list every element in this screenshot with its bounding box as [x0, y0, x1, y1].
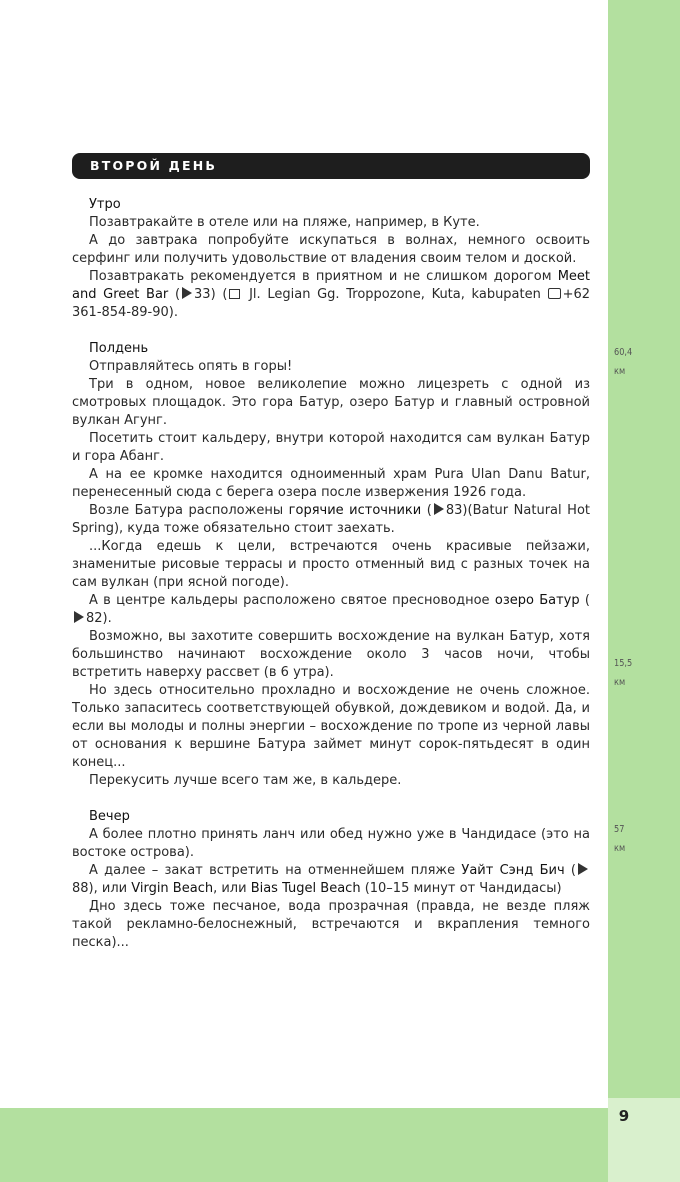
paragraph — [72, 502, 590, 538]
margin-note-unit: км — [614, 677, 626, 688]
paragraph: А более плотно принять ланч или обед нужно уже в Чандидасе (это на востоке острова). — [72, 827, 590, 860]
paragraph: Позавтракайте в отеле или на пляже, например, в Куте. — [89, 215, 480, 230]
bottom-band — [0, 1108, 608, 1182]
text-run: ) ( — [210, 287, 228, 302]
address: Jl. Legian Gg. Troppozone, Kuta, kabupaten — [249, 287, 541, 302]
text-run: ( — [421, 503, 432, 518]
margin-note-unit: км — [614, 843, 626, 854]
margin-note-value: 15,5 — [614, 658, 633, 669]
page-reference: 83 — [445, 503, 463, 518]
paragraph — [72, 268, 590, 322]
margin-note-distance — [614, 654, 632, 692]
text-run: ), или — [88, 881, 132, 896]
day-heading-bar — [72, 153, 590, 179]
address-icon — [229, 289, 240, 299]
paragraph: Но здесь относительно прохладно и восхождение не очень сложное. Только запаситесь соответствующей обувкой, дождевиком и водой. Да, и если вы молоды и полны энергии – восхождение по тропе из черной лавы от основания к вершине Батура займет минут сорок-пятьдесят в один конец... — [72, 683, 590, 770]
text-run: Позавтракать рекомендуется в приятном и не слишком дорогом — [89, 269, 558, 284]
place-name: Уайт Сэнд Бич — [461, 863, 565, 878]
text-run: А в центре кальдеры расположено святое пресноводное — [89, 593, 495, 608]
paragraph: Посетить стоит кальдеру, внутри которой находится сам вулкан Батур и гора Абанг. — [72, 431, 590, 464]
page-reference-icon — [578, 863, 588, 875]
page-reference: 82 — [86, 611, 103, 626]
paragraph: Возможно, вы захотите совершить восхождение на вулкан Батур, хотя большинство начинают восхождение около 3 часов ночи, чтобы встретить наверху рассвет (в 6 утра). — [72, 629, 590, 680]
place-name: горячие источники — [288, 503, 422, 518]
margin-note-unit: км — [614, 366, 626, 377]
paragraph: ...Когда едешь к цели, встречаются очень красивые пейзажи, знаменитые рисовые террасы и просто отменный вид с разных точек на сам вулкан (при ясной погоде). — [72, 539, 590, 590]
section-title: Полдень — [89, 341, 149, 356]
text-run: ( — [168, 287, 181, 302]
section-evening — [72, 808, 590, 952]
section-morning — [72, 196, 590, 322]
text-run: ( — [564, 863, 576, 878]
page-reference-icon — [74, 611, 84, 623]
text-run: (10–15 минут от Чандидасы) — [360, 881, 562, 896]
margin-note-value: 60,4 — [614, 347, 633, 358]
place-name: Meet and Greet Bar — [72, 269, 590, 302]
paragraph: А на ее кромке находится одноименный храм Pura Ulan Danu Batur, перенесенный сюда с берега озера после извержения 1926 года. — [72, 467, 590, 500]
paragraph — [72, 592, 590, 628]
section-title: Утро — [89, 197, 121, 212]
page-reference: 88 — [72, 881, 89, 896]
margin-note-value: 57 — [614, 824, 625, 835]
page-reference-icon — [434, 503, 444, 515]
page-reference: 33 — [194, 287, 211, 302]
page-number: 9 — [618, 1107, 630, 1125]
text-run: , или — [213, 881, 251, 896]
text-run: ( — [579, 593, 590, 608]
text-run: Возле Батура расположены — [89, 503, 289, 518]
paragraph — [72, 862, 590, 898]
text-run: ). — [168, 305, 179, 320]
phone-icon — [548, 288, 561, 299]
text-run: А далее – закат встретить на отменнейшем пляже — [89, 863, 462, 878]
paragraph: Дно здесь тоже песчаное, вода прозрачная (правда, не везде пляж такой рекламно-белоснежный, встречаются и вкрапления темного песка)... — [72, 899, 590, 950]
paragraph: Отправляйтесь опять в горы! — [89, 359, 293, 374]
side-margin-strip — [608, 0, 680, 1108]
paragraph: Перекусить лучше всего там же, в кальдере. — [89, 773, 402, 788]
place-name: озеро Батур — [494, 593, 580, 608]
day-heading: ВТОРОЙ ДЕНЬ — [90, 158, 218, 173]
place-name: Bias Tugel Beach — [250, 881, 361, 896]
phone-number: +62 361-854-89-90 — [72, 287, 590, 320]
margin-note-distance — [614, 343, 632, 381]
margin-note-distance — [614, 820, 625, 858]
article-body — [72, 196, 590, 970]
section-noon — [72, 340, 590, 790]
paragraph: А до завтрака попробуйте искупаться в волнах, немного освоить серфинг или получить удовольствие от владения своим телом и доской. — [72, 233, 590, 266]
text-run: )(Batur Natural Hot Spring), куда тоже обязательно стоит заехать. — [72, 503, 590, 536]
page-reference-icon — [182, 287, 192, 299]
place-name: Virgin Beach — [131, 881, 214, 896]
text-run: ). — [102, 611, 112, 626]
section-title: Вечер — [89, 809, 130, 824]
paragraph: Три в одном, новое великолепие можно лицезреть с одной из смотровых площадок. Это гора Батур, озеро Батур и главный островной вулкан Агунг. — [72, 377, 590, 428]
